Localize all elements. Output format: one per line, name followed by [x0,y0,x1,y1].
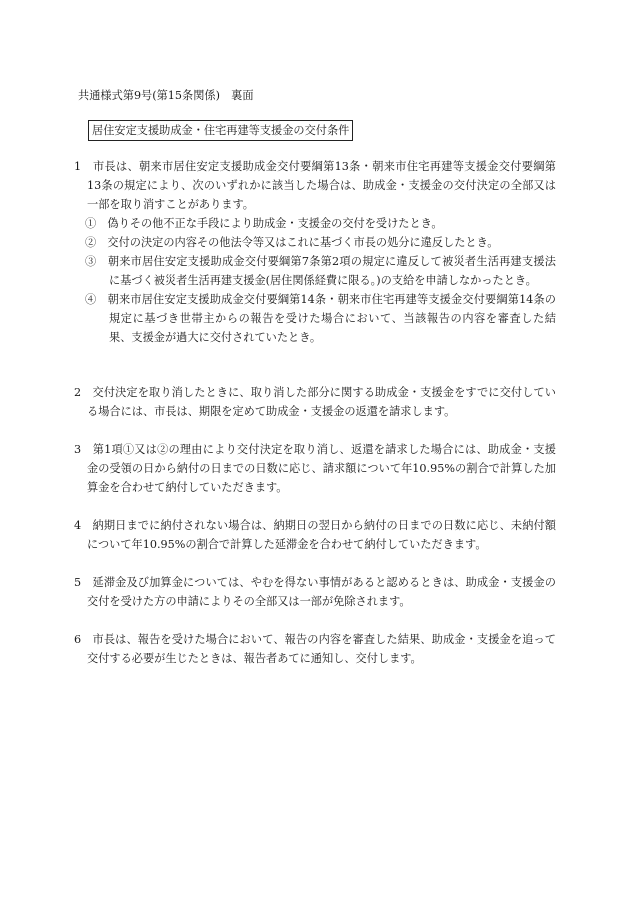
section-1-item-2: ② 交付の決定の内容その他法令等又はこれに基づく市長の処分に違反したとき。 [85,236,499,249]
section-6-text: 6 市長は、報告を受けた場合において、報告の内容を審査した結果、助成金・支援金を追って交付する必要が生じたときは、報告者あてに通知し、交付します。 [74,633,556,665]
section-2 [74,383,556,421]
section-1-item-4: ④ 朝来市居住安定支援助成金交付要綱第14条・朝来市住宅再建等支援金交付要綱第14条の規定に基づき世帯主からの報告を受けた場合において、当該報告の内容を審査した結果、支援金が過大に交付されていたとき。 [85,293,556,344]
section-5 [74,573,556,611]
form-label: 共通様式第9号(第15条関係) 裏面 [78,89,254,102]
section-1-item-1: ① 偽りその他不正な手段により助成金・支援金の交付を受けたとき。 [85,217,443,230]
section-3 [74,440,556,497]
section-1-text: 1 市長は、朝来市居住安定支援助成金交付要綱第13条・朝来市住宅再建等支援金交付要綱第13条の規定により、次のいずれかに該当した場合は、助成金・支援金の交付決定の全部又は一部を取り消すことがあります。 [74,160,556,211]
section-1 [74,157,556,347]
section-5-text: 5 延滞金及び加算金については、やむを得ない事情があると認めるときは、助成金・支援金の交付を受けた方の申請によりその全部又は一部が免除されます。 [74,576,556,608]
section-2-text: 2 交付決定を取り消したときに、取り消した部分に関する助成金・支援金をすでに交付している場合には、市長は、期限を定めて助成金・支援金の返還を請求します。 [74,386,556,418]
section-1-item-3: ③ 朝来市居住安定支援助成金交付要綱第7条第2項の規定に違反して被災者生活再建支援法に基づく被災者生活再建支援金(居住関係経費に限る。)の支給を申請しなかったとき。 [85,255,556,287]
section-4-text: 4 納期日までに納付されない場合は、納期日の翌日から納付の日までの日数に応じ、未納付額について年10.95%の割合で計算した延滞金を合わせて納付していただきます。 [74,519,556,551]
section-4 [74,516,556,554]
section-3-text: 3 第1項①又は②の理由により交付決定を取り消し、返還を請求した場合には、助成金・支援金の受領の日から納付の日までの日数に応じ、請求額について年10.95%の割合で計算した加算金を合わせて納付していただきます。 [74,443,556,494]
section-6 [74,630,556,668]
document-title: 居住安定支援助成金・住宅再建等支援金の交付条件 [88,120,353,141]
